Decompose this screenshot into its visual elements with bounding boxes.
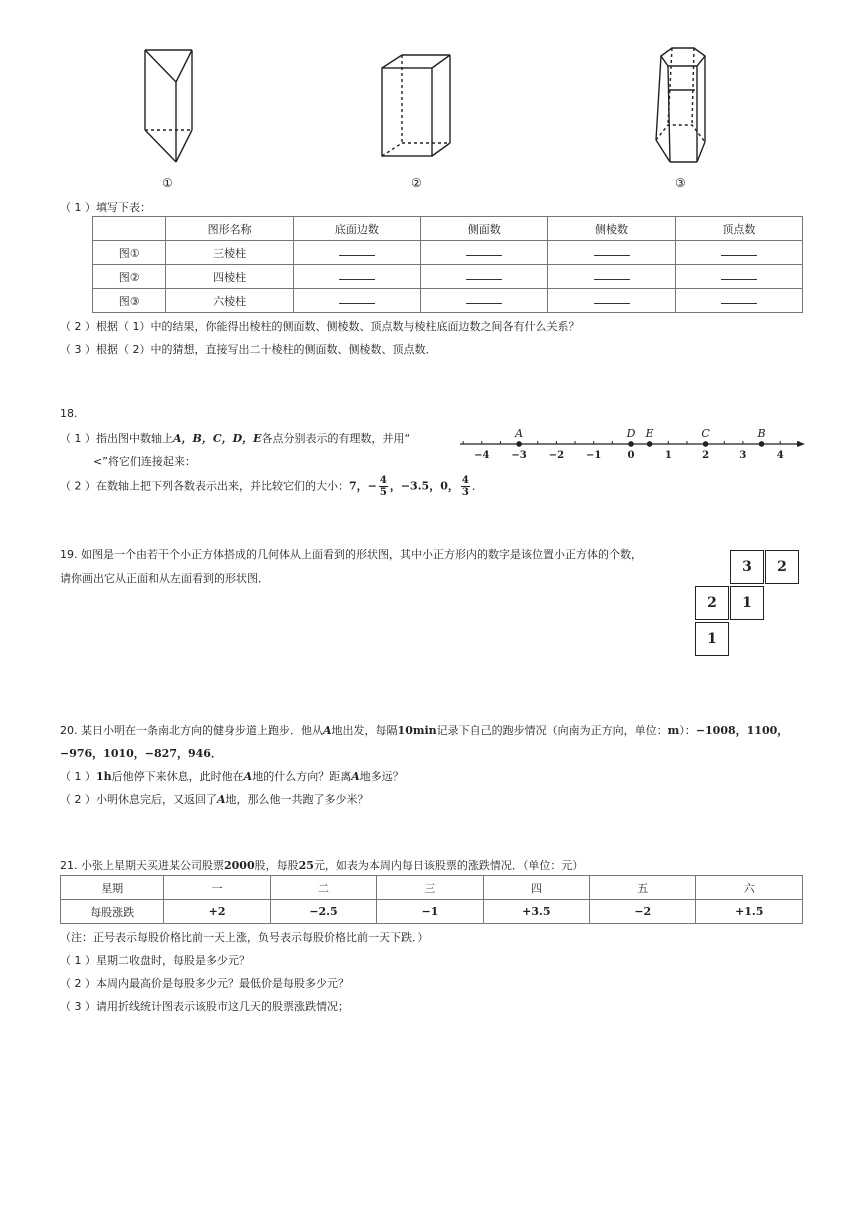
grid-cell: 2: [695, 586, 729, 620]
table-header: 顶点数: [675, 217, 802, 241]
table-header: 六: [696, 876, 803, 900]
tick-label: −2: [548, 450, 565, 461]
q20-line1: [60, 722, 788, 738]
axis-arrow: [797, 441, 805, 447]
answer-blank[interactable]: [339, 271, 375, 280]
point-label: A: [515, 427, 524, 440]
answer-blank[interactable]: [594, 295, 630, 304]
q21-part1: （ 1 ）星期二收盘时，每股是多少元？: [60, 954, 250, 967]
tick-label: 0: [627, 450, 635, 461]
top-view-grid: [695, 550, 805, 660]
table-header: [93, 217, 166, 241]
denominator: 3: [461, 487, 469, 498]
row-name: 六棱柱: [166, 289, 293, 313]
answer-blank[interactable]: [721, 247, 757, 256]
point-label: C: [701, 427, 710, 440]
table-header: 四: [483, 876, 589, 900]
point-c: [703, 441, 709, 447]
row-figure: 图②: [93, 265, 166, 289]
q21-text: 元，如表为本周内每日该股票的涨跌情况．（单位：元）: [313, 859, 584, 872]
q20-line2: −976，1010，−827，946．: [60, 747, 222, 760]
table-header: 三: [377, 876, 483, 900]
q17-part2: （ 2 ）根据（ 1）中的结果，你能得出棱柱的侧面数、侧棱数、顶点数与棱柱底面边数之间各有什么关系？: [60, 320, 580, 333]
table-header: 五: [590, 876, 696, 900]
figure-label-2: ②: [411, 176, 422, 190]
q21-line1: [60, 857, 583, 873]
q18-part2-text: （ 2 ）在数轴上把下列各数表示出来，并比较它们的大小：: [60, 479, 349, 493]
table-header: 星期: [61, 876, 164, 900]
point-b: [759, 441, 765, 447]
tick-label: 2: [702, 450, 710, 461]
q21-part2: （ 2 ）本周内最高价是每股多少元？最低价是每股多少元？: [60, 977, 349, 990]
q17-part1: （ 1 ）填写下表：: [60, 201, 151, 214]
denominator: 5: [379, 487, 387, 498]
q20-text: 地的什么方向？距离: [252, 770, 352, 783]
table-cell: −1: [377, 900, 483, 924]
fraction-4-5: [379, 475, 388, 498]
tick-label: −4: [474, 450, 490, 461]
q21-text: 21. 小张上星期天买进某公司股票: [60, 859, 224, 872]
grid-cell: 2: [765, 550, 799, 584]
prism-table: [92, 216, 803, 313]
number-line: [455, 422, 815, 464]
row-name: 四棱柱: [166, 265, 293, 289]
q18-part1-text: （ 1 ）指出图中数轴上: [60, 432, 173, 445]
row-name: 三棱柱: [166, 241, 293, 265]
q18-part1-text-b: 各点分别表示的有理数，并用“: [261, 432, 411, 445]
q20-part2: [60, 791, 369, 807]
tick-label: 4: [776, 450, 784, 461]
q18-number: 18.: [60, 407, 78, 420]
value-7: 7，: [349, 479, 368, 493]
point-a: [516, 441, 522, 447]
table-row: [61, 900, 803, 924]
table-row: [93, 241, 803, 265]
q20-text: 记录下自己的跑步情况（向南为正方向，单位：: [436, 724, 668, 737]
q20-data: −1008，1100，: [695, 724, 789, 737]
row-label: 每股涨跌: [61, 900, 164, 924]
q20-text: 20. 某日小明在一条南北方向的健身步道上跑步．他从: [60, 724, 323, 737]
minus-sign: −: [367, 479, 377, 493]
q20-text: （ 1 ）: [60, 770, 96, 783]
table-header: 侧面数: [421, 217, 548, 241]
table-header: 侧棱数: [548, 217, 675, 241]
point-d: [628, 441, 634, 447]
table-header: 底面边数: [293, 217, 420, 241]
tick-label: 1: [664, 450, 672, 461]
q20-text: （ 2 ）小明休息完后，又返回了: [60, 793, 217, 806]
q20-text: 后他停下来休息，此时他在: [111, 770, 244, 783]
grid-cell: 3: [730, 550, 764, 584]
answer-blank[interactable]: [721, 271, 757, 280]
grid-cell: 1: [695, 622, 729, 656]
table-header: 二: [270, 876, 376, 900]
numerator: 4: [379, 475, 387, 486]
tick-label: −1: [586, 450, 602, 461]
q19-line2: 请你画出它从正面和从左面看到的形状图．: [60, 572, 269, 585]
interval: 10min: [397, 724, 437, 737]
time: 1h: [96, 770, 112, 783]
q20-text: 地多远？: [359, 770, 404, 783]
table-cell: +3.5: [483, 900, 589, 924]
q18-part2: [60, 475, 483, 498]
q20-text: 地出发，每隔: [331, 724, 398, 737]
table-header: 图形名称: [166, 217, 293, 241]
row-figure: 图③: [93, 289, 166, 313]
point-e: [647, 441, 653, 447]
period: ．: [471, 479, 483, 493]
table-cell: +1.5: [696, 900, 803, 924]
answer-blank[interactable]: [721, 295, 757, 304]
answer-blank[interactable]: [466, 295, 502, 304]
q21-part3: （ 3 ）请用折线统计图表示该股市这几天的股票涨跌情况；: [60, 1000, 349, 1013]
q20-text: ）：: [679, 724, 696, 737]
table-header: 一: [164, 876, 270, 900]
q20-part1: [60, 768, 404, 784]
figure-label-1: ①: [162, 176, 173, 190]
numerator: 4: [461, 475, 469, 486]
point-a: A: [243, 770, 253, 783]
grid-cell: 1: [730, 586, 764, 620]
q18-part1-text-c: <”将它们连接起来：: [93, 455, 196, 468]
point-label: B: [757, 427, 766, 440]
table-cell: −2.5: [270, 900, 376, 924]
table-row: [93, 265, 803, 289]
tick-label: 3: [739, 450, 747, 461]
q18-point-names: A，B，C，D，E: [173, 432, 262, 445]
q18-part1-line1: [60, 430, 410, 446]
answer-blank[interactable]: [339, 247, 375, 256]
point-label: D: [626, 427, 636, 440]
hexagonal-prism-figure: [656, 48, 705, 162]
answer-blank[interactable]: [594, 271, 630, 280]
price: 25: [298, 859, 314, 872]
answer-blank[interactable]: [466, 271, 502, 280]
shares: 2000: [224, 859, 255, 872]
unit: m: [667, 724, 680, 737]
q20-text: 地，那么他一共跑了多少米？: [225, 793, 369, 806]
answer-blank[interactable]: [339, 295, 375, 304]
fraction-4-3: [461, 475, 470, 498]
q18-part1-line2: [93, 453, 196, 469]
point-label: E: [645, 427, 654, 440]
tick-label: −3: [511, 450, 527, 461]
prism-figures: [0, 0, 867, 200]
table-cell: +2: [164, 900, 270, 924]
stock-table: [60, 875, 803, 924]
answer-blank[interactable]: [466, 247, 502, 256]
values-list: ，−3.5，0，: [389, 479, 459, 493]
figure-label-3: ③: [675, 176, 686, 190]
quadrangular-prism-figure: [382, 55, 450, 156]
triangular-prism-figure: [145, 50, 192, 162]
q21-text: 股，每股: [254, 859, 299, 872]
q17-part3: （ 3 ）根据（ 2）中的猜想，直接写出二十棱柱的侧面数、侧棱数、顶点数．: [60, 343, 437, 356]
point-a: A: [351, 770, 360, 783]
table-cell: −2: [590, 900, 696, 924]
table-row: [93, 289, 803, 313]
point-a: A: [323, 724, 332, 737]
row-figure: 图①: [93, 241, 166, 265]
point-a: A: [217, 793, 226, 806]
q19-line1: 19. 如图是一个由若干个小正方体搭成的几何体从上面看到的形状图，其中小正方形内的数字是该位置小正方体的个数，: [60, 548, 642, 561]
q21-note: （注：正号表示每股价格比前一天上涨，负号表示每股价格比前一天下跌．）: [60, 931, 429, 944]
answer-blank[interactable]: [594, 247, 630, 256]
